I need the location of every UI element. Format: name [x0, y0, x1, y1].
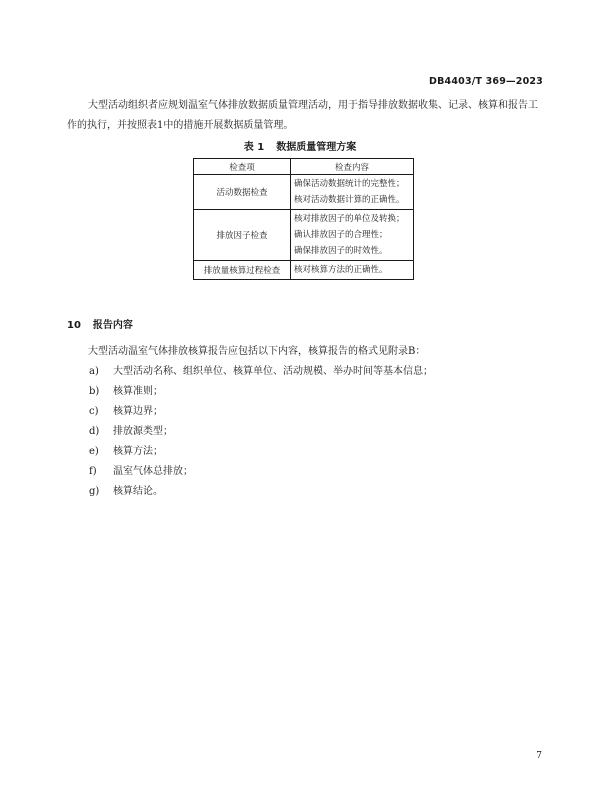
content-line: 核对活动数据计算的正确性。: [294, 195, 405, 205]
section-heading: [67, 316, 133, 331]
section-intro: 大型活动温室气体排放核算报告应包括以下内容，核算报告的格式见附录B：: [88, 346, 426, 357]
list-item: [89, 462, 433, 482]
standard-code: DB4403/T 369—2023: [429, 76, 543, 87]
content-line: 确保活动数据统计的完整性；: [294, 179, 405, 189]
list-text: 核算方法；: [113, 446, 163, 457]
table-header-row: [194, 159, 414, 175]
table-cell-content: [291, 261, 414, 280]
table-caption-number: 表 1: [243, 142, 265, 153]
content-line: 核对核算方法的正确性。: [294, 265, 388, 275]
list-marker: a): [89, 366, 99, 377]
list-marker: e): [89, 446, 99, 457]
content-line: 确认排放因子的合理性；: [294, 230, 388, 240]
section-number: 10: [67, 320, 81, 331]
table-cell-item: 活动数据检查: [194, 175, 291, 210]
list-item: [89, 382, 433, 402]
list-marker: c): [89, 406, 99, 417]
list-marker: g): [89, 486, 100, 497]
list-marker: f): [89, 466, 97, 477]
data-quality-table: [193, 158, 414, 280]
table-row: [194, 210, 414, 261]
table-caption: [0, 138, 600, 153]
list-text: 核算准则；: [113, 386, 163, 397]
content-line: 核对排放因子的单位及转换；: [294, 214, 405, 224]
table-row: [194, 175, 414, 210]
table-cell-item: 排放因子检查: [194, 210, 291, 261]
list-text: 核算边界；: [113, 406, 163, 417]
list-text: 核算结论。: [113, 486, 163, 497]
list-text: 温室气体总排放；: [113, 466, 193, 477]
table-row: [194, 261, 414, 280]
list-item: [89, 402, 433, 422]
table-cell-content: [291, 210, 414, 261]
section-title: 报告内容: [92, 320, 133, 331]
table-header-content: 检查内容: [291, 159, 414, 175]
table-cell-content: [291, 175, 414, 210]
table-caption-title: 数据质量管理方案: [276, 142, 357, 153]
content-line: 确保排放因子的时效性。: [294, 246, 388, 256]
list-text: 排放源类型；: [113, 426, 173, 437]
list-text: 大型活动名称、组织单位、核算单位、活动规模、举办时间等基本信息；: [113, 366, 433, 377]
list-item: [89, 482, 433, 502]
intro-paragraph: 大型活动组织者应规划温室气体排放数据质量管理活动，用于指导排放数据收集、记录、核算和报告工作的执行，并按照表1中的措施开展数据质量管理。: [67, 100, 538, 131]
list-marker: b): [89, 386, 100, 397]
table-cell-item: 排放量核算过程检查: [194, 261, 291, 280]
page-number: 7: [536, 751, 542, 761]
list-marker: d): [89, 426, 100, 437]
report-content-list: [89, 362, 433, 502]
list-item: [89, 442, 433, 462]
table-header-item: 检查项: [194, 159, 291, 175]
list-item: [89, 362, 433, 382]
list-item: [89, 422, 433, 442]
